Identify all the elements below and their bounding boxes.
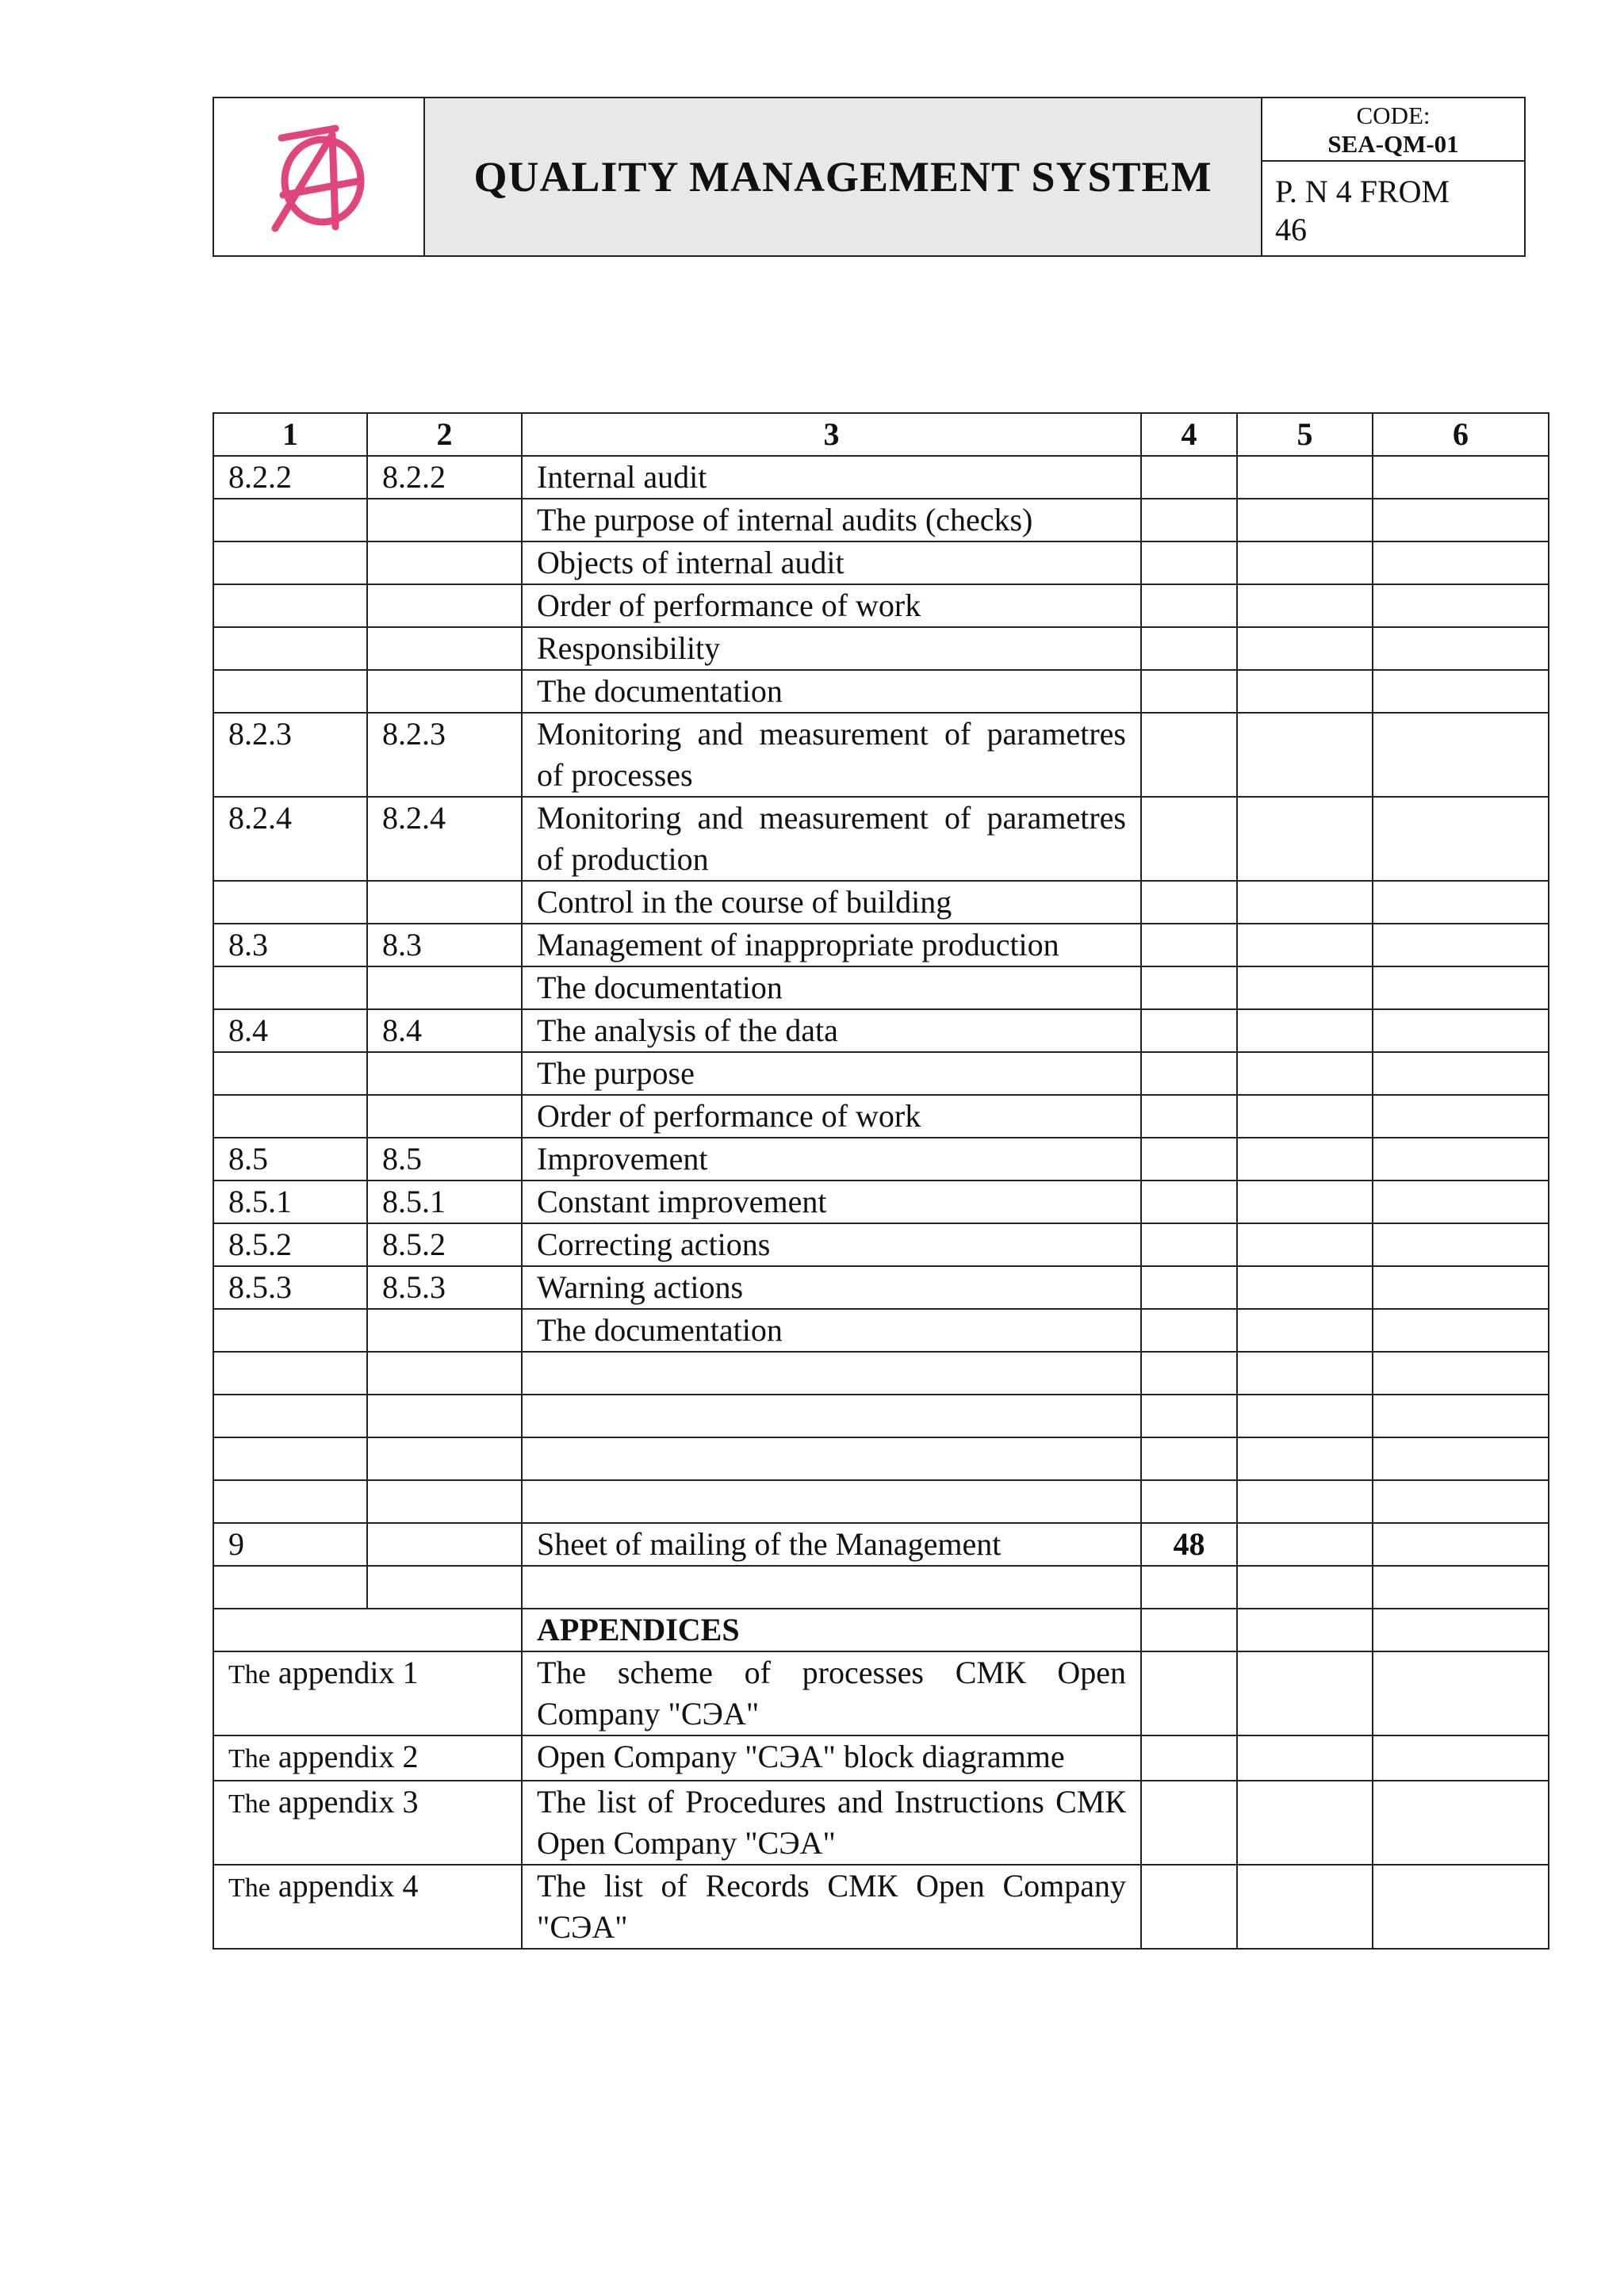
section-title: Management of inappropriate production <box>522 924 1141 966</box>
company-logo-icon <box>259 117 378 236</box>
appendix-number: appendix 4 <box>278 1868 419 1904</box>
appendix-row <box>213 1651 1549 1735</box>
clause-number <box>367 966 522 1009</box>
empty-cell <box>1237 1523 1373 1566</box>
table-row <box>213 881 1549 924</box>
empty-cell <box>1373 1523 1549 1566</box>
empty-cell <box>1373 541 1549 584</box>
empty-cell <box>1373 924 1549 966</box>
empty-cell <box>1237 670 1373 713</box>
clause-number <box>367 499 522 541</box>
table-row <box>213 499 1549 541</box>
empty-cell <box>1237 966 1373 1009</box>
section-number: 9 <box>213 1523 367 1566</box>
empty-cell <box>1237 1181 1373 1223</box>
clause-number <box>367 1480 522 1523</box>
section-number <box>213 966 367 1009</box>
appendix-label <box>213 1781 522 1865</box>
empty-cell <box>1237 924 1373 966</box>
empty-cell <box>1373 1609 1549 1651</box>
empty-cell <box>1237 584 1373 627</box>
section-number <box>213 627 367 670</box>
empty-cell <box>1373 1566 1549 1609</box>
clause-number <box>367 1052 522 1095</box>
section-title <box>522 1566 1141 1609</box>
appendix-title: Open Company "СЭА" block diagramme <box>522 1735 1141 1781</box>
page-ref <box>1141 924 1237 966</box>
table-row <box>213 713 1549 797</box>
table-row <box>213 1009 1549 1052</box>
column-header: 4 <box>1141 413 1237 456</box>
clause-number: 8.2.3 <box>367 713 522 797</box>
empty-cell <box>1237 1009 1373 1052</box>
appendices-heading: APPENDICES <box>522 1609 1141 1651</box>
appendix-title: The list of Procedures and Instructions СМК Open Company "СЭА" <box>522 1781 1141 1865</box>
appendix-prefix: The <box>228 1873 270 1903</box>
empty-cell <box>1373 1309 1549 1352</box>
clause-number: 8.4 <box>367 1009 522 1052</box>
empty-cell <box>1373 1480 1549 1523</box>
section-number <box>213 1395 367 1437</box>
page-ref <box>1141 1352 1237 1395</box>
page-ref <box>1141 713 1237 797</box>
empty-cell <box>1141 1865 1237 1949</box>
section-title: The analysis of the data <box>522 1009 1141 1052</box>
section-title: Correcting actions <box>522 1223 1141 1266</box>
page-ref <box>1141 541 1237 584</box>
table-row <box>213 670 1549 713</box>
section-title <box>522 1480 1141 1523</box>
table-row <box>213 1052 1549 1095</box>
empty-cell <box>1373 1735 1549 1781</box>
empty-cell <box>1237 1223 1373 1266</box>
table-row <box>213 1437 1549 1480</box>
empty-cell <box>1237 1437 1373 1480</box>
table-row <box>213 1266 1549 1309</box>
empty-cell <box>1237 1781 1373 1865</box>
appendix-title: The list of Records СМК Open Company "СЭА" <box>522 1865 1141 1949</box>
table-row <box>213 1523 1549 1566</box>
page-ref <box>1141 1437 1237 1480</box>
section-number: 8.5 <box>213 1138 367 1181</box>
empty-cell <box>1237 456 1373 499</box>
page-ref <box>1141 1009 1237 1052</box>
empty-cell <box>1373 627 1549 670</box>
empty-cell <box>1373 1223 1549 1266</box>
clause-number <box>367 627 522 670</box>
empty-cell <box>1373 1865 1549 1949</box>
empty-cell <box>1373 1266 1549 1309</box>
page-ref <box>1141 1052 1237 1095</box>
document-title: QUALITY MANAGEMENT SYSTEM <box>425 98 1262 255</box>
page-ref <box>1141 881 1237 924</box>
appendix-prefix: The <box>228 1789 270 1819</box>
column-header: 5 <box>1237 413 1373 456</box>
empty-cell <box>1373 713 1549 797</box>
appendix-number: appendix 2 <box>278 1739 419 1774</box>
logo-cell <box>214 98 425 255</box>
section-title <box>522 1395 1141 1437</box>
section-title: Sheet of mailing of the Management <box>522 1523 1141 1566</box>
section-title: Monitoring and measurement of parametres of processes <box>522 713 1141 797</box>
empty-cell <box>1237 797 1373 881</box>
section-title <box>522 1352 1141 1395</box>
section-title: The documentation <box>522 966 1141 1009</box>
page-ref <box>1141 797 1237 881</box>
section-title: Monitoring and measurement of parametres of production <box>522 797 1141 881</box>
section-number: 8.5.3 <box>213 1266 367 1309</box>
page-number-line2: 46 <box>1275 212 1307 247</box>
table-row <box>213 924 1549 966</box>
appendix-label <box>213 1865 522 1949</box>
page-ref <box>1141 670 1237 713</box>
clause-number: 8.5 <box>367 1138 522 1181</box>
code-value: SEA-QM-01 <box>1327 130 1459 158</box>
section-title: The purpose <box>522 1052 1141 1095</box>
empty-cell <box>1237 1095 1373 1138</box>
clause-number: 8.3 <box>367 924 522 966</box>
empty-cell <box>1237 1266 1373 1309</box>
clause-number <box>367 1523 522 1566</box>
section-number <box>213 541 367 584</box>
table-row <box>213 627 1549 670</box>
empty-cell <box>1373 1095 1549 1138</box>
empty-cell <box>1237 499 1373 541</box>
empty-cell <box>1373 456 1549 499</box>
empty-cell <box>1373 1395 1549 1437</box>
appendix-row <box>213 1781 1549 1865</box>
document-meta <box>1262 98 1524 255</box>
table-row <box>213 1223 1549 1266</box>
empty-cell <box>1237 541 1373 584</box>
empty-cell <box>1237 1352 1373 1395</box>
appendix-label <box>213 1735 522 1781</box>
empty-cell <box>1373 584 1549 627</box>
empty-cell <box>1373 1781 1549 1865</box>
section-number <box>213 670 367 713</box>
clause-number: 8.5.1 <box>367 1181 522 1223</box>
clause-number <box>367 1095 522 1138</box>
section-number: 8.2.3 <box>213 713 367 797</box>
table-row <box>213 1566 1549 1609</box>
code-label: CODE: <box>1356 101 1431 129</box>
empty-cell <box>1373 1009 1549 1052</box>
empty-cell <box>1373 499 1549 541</box>
empty-cell <box>213 1609 522 1651</box>
section-title: The documentation <box>522 670 1141 713</box>
section-title: Warning actions <box>522 1266 1141 1309</box>
page-ref <box>1141 966 1237 1009</box>
section-title: Control in the course of building <box>522 881 1141 924</box>
page-ref <box>1141 1223 1237 1266</box>
clause-number <box>367 1566 522 1609</box>
section-number <box>213 584 367 627</box>
empty-cell <box>1237 1865 1373 1949</box>
section-title: The purpose of internal audits (checks) <box>522 499 1141 541</box>
empty-cell <box>1373 670 1549 713</box>
page-ref <box>1141 1181 1237 1223</box>
table-row <box>213 1138 1549 1181</box>
section-title: Responsibility <box>522 627 1141 670</box>
empty-cell <box>1237 1735 1373 1781</box>
section-title: Constant improvement <box>522 1181 1141 1223</box>
contents-table <box>213 412 1549 1950</box>
section-title: Order of performance of work <box>522 584 1141 627</box>
column-header: 3 <box>522 413 1141 456</box>
clause-number: 8.5.3 <box>367 1266 522 1309</box>
empty-cell <box>1373 881 1549 924</box>
page-ref <box>1141 584 1237 627</box>
section-number: 8.3 <box>213 924 367 966</box>
column-header: 6 <box>1373 413 1549 456</box>
empty-cell <box>1373 1181 1549 1223</box>
empty-cell <box>1237 1052 1373 1095</box>
empty-cell <box>1373 966 1549 1009</box>
clause-number <box>367 881 522 924</box>
page-ref <box>1141 1566 1237 1609</box>
clause-number <box>367 670 522 713</box>
section-title: Objects of internal audit <box>522 541 1141 584</box>
clause-number: 8.2.2 <box>367 456 522 499</box>
page-ref <box>1141 456 1237 499</box>
page-ref <box>1141 1480 1237 1523</box>
appendix-prefix: The <box>228 1660 270 1689</box>
empty-cell <box>1141 1651 1237 1735</box>
clause-number <box>367 1352 522 1395</box>
clause-number <box>367 1309 522 1352</box>
appendix-number: appendix 3 <box>278 1784 419 1820</box>
section-number: 8.4 <box>213 1009 367 1052</box>
table-row <box>213 1181 1549 1223</box>
section-title: Improvement <box>522 1138 1141 1181</box>
table-row <box>213 797 1549 881</box>
clause-number <box>367 1437 522 1480</box>
table-row <box>213 1480 1549 1523</box>
appendices-heading-row <box>213 1609 1549 1651</box>
empty-cell <box>1237 1395 1373 1437</box>
section-number <box>213 1480 367 1523</box>
page-ref <box>1141 1095 1237 1138</box>
section-number <box>213 1052 367 1095</box>
clause-number: 8.2.4 <box>367 797 522 881</box>
page-ref <box>1141 1309 1237 1352</box>
column-header: 1 <box>213 413 367 456</box>
appendix-title: The scheme of processes СМК Open Company "СЭА" <box>522 1651 1141 1735</box>
section-number: 8.2.2 <box>213 456 367 499</box>
empty-cell <box>1237 881 1373 924</box>
table-row <box>213 584 1549 627</box>
appendix-prefix: The <box>228 1744 270 1774</box>
page-ref: 48 <box>1141 1523 1237 1566</box>
empty-cell <box>1237 1651 1373 1735</box>
section-number: 8.5.1 <box>213 1181 367 1223</box>
section-number <box>213 1437 367 1480</box>
section-title: The documentation <box>522 1309 1141 1352</box>
table-row <box>213 1095 1549 1138</box>
empty-cell <box>1237 1309 1373 1352</box>
empty-cell <box>1237 1138 1373 1181</box>
section-number <box>213 499 367 541</box>
table-row <box>213 541 1549 584</box>
table-row <box>213 1395 1549 1437</box>
section-title <box>522 1437 1141 1480</box>
section-number <box>213 881 367 924</box>
empty-cell <box>1373 1052 1549 1095</box>
empty-cell <box>1141 1735 1237 1781</box>
appendix-number: appendix 1 <box>278 1655 419 1690</box>
table-header-row <box>213 413 1549 456</box>
page-ref <box>1141 1138 1237 1181</box>
empty-cell <box>1237 1609 1373 1651</box>
empty-cell <box>1141 1609 1237 1651</box>
section-number <box>213 1095 367 1138</box>
appendix-row <box>213 1865 1549 1949</box>
page-number-line1: P. N 4 FROM <box>1275 174 1450 209</box>
clause-number <box>367 584 522 627</box>
section-number <box>213 1309 367 1352</box>
table-row <box>213 1309 1549 1352</box>
page-ref <box>1141 1395 1237 1437</box>
empty-cell <box>1373 797 1549 881</box>
clause-number <box>367 1395 522 1437</box>
empty-cell <box>1141 1781 1237 1865</box>
column-header: 2 <box>367 413 522 456</box>
document-header <box>213 97 1526 257</box>
empty-cell <box>1237 1566 1373 1609</box>
page-number-cell <box>1262 162 1524 255</box>
page-ref <box>1141 627 1237 670</box>
empty-cell <box>1237 627 1373 670</box>
section-number <box>213 1352 367 1395</box>
empty-cell <box>1237 1480 1373 1523</box>
clause-number <box>367 541 522 584</box>
clause-number: 8.5.2 <box>367 1223 522 1266</box>
empty-cell <box>1373 1138 1549 1181</box>
empty-cell <box>1373 1352 1549 1395</box>
appendix-row <box>213 1735 1549 1781</box>
section-number: 8.2.4 <box>213 797 367 881</box>
table-row <box>213 1352 1549 1395</box>
page-ref <box>1141 499 1237 541</box>
empty-cell <box>1373 1651 1549 1735</box>
section-number <box>213 1566 367 1609</box>
section-title: Order of performance of work <box>522 1095 1141 1138</box>
section-number: 8.5.2 <box>213 1223 367 1266</box>
page-ref <box>1141 1266 1237 1309</box>
table-row <box>213 966 1549 1009</box>
code-cell <box>1262 98 1524 162</box>
appendix-label <box>213 1651 522 1735</box>
table-row <box>213 456 1549 499</box>
section-title: Internal audit <box>522 456 1141 499</box>
empty-cell <box>1373 1437 1549 1480</box>
empty-cell <box>1237 713 1373 797</box>
